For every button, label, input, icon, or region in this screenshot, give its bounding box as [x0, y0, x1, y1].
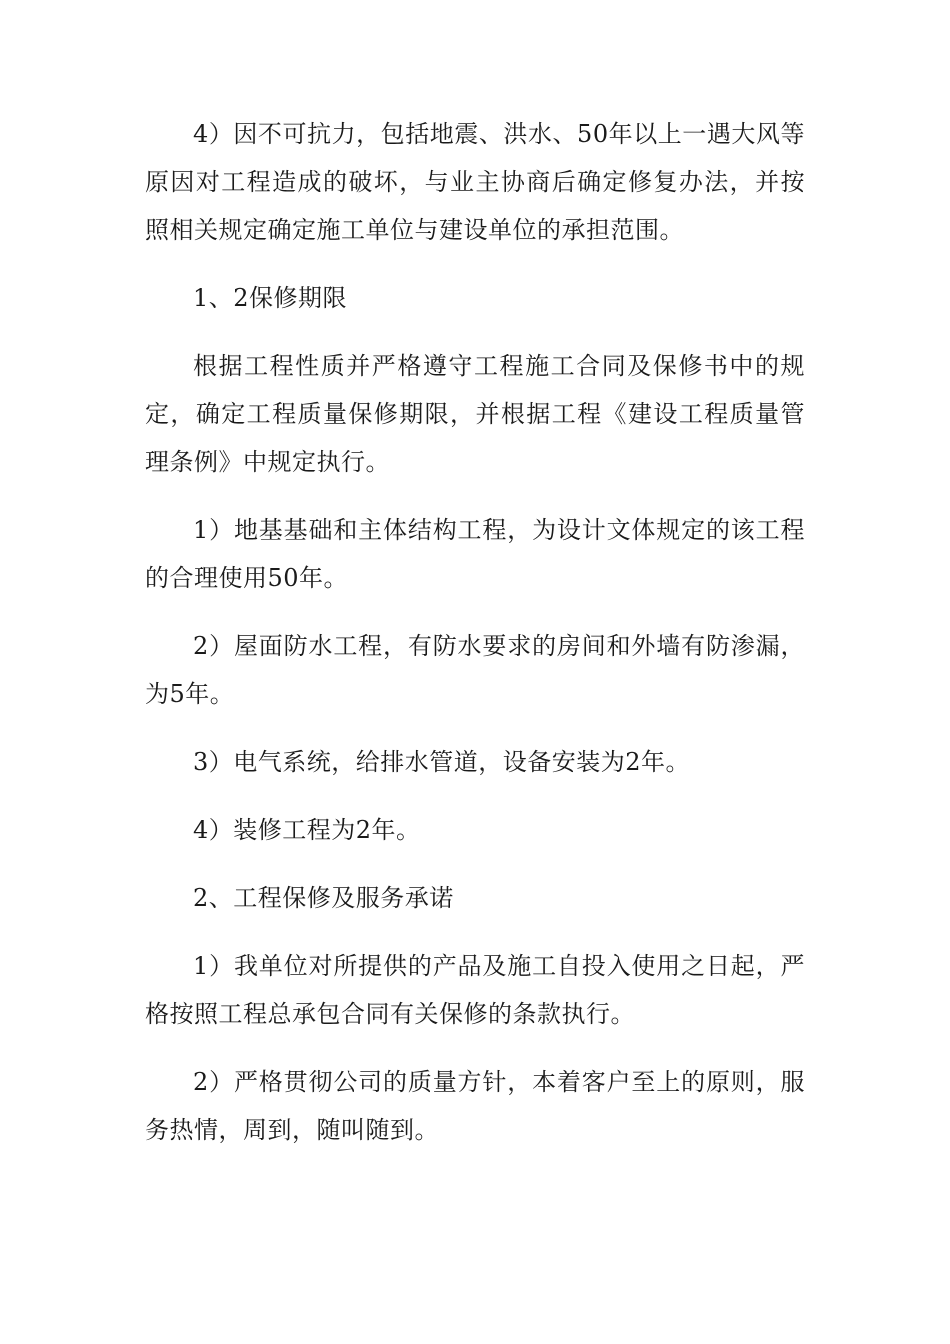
paragraph-foundation-structure: 1）地基基础和主体结构工程，为设计文体规定的该工程的合理使用50年。 — [145, 516, 805, 592]
heading-warranty-period: 1、2保修期限 — [193, 284, 348, 312]
paragraph-roof-waterproofing: 2）屋面防水工程，有防水要求的房间和外墙有防渗漏，为5年。 — [145, 632, 805, 708]
paragraph-warranty-basis: 根据工程性质并严格遵守工程施工合同及保修书中的规定，确定工程质量保修期限，并根据工程《建设工程质量管理条例》中规定执行。 — [145, 352, 805, 476]
heading-service-commitment: 2、工程保修及服务承诺 — [193, 884, 454, 912]
paragraph-force-majeure: 4）因不可抗力，包括地震、洪水、50年以上一遇大风等原因对工程造成的破坏，与业主协商后确定修复办法，并按照相关规定确定施工单位与建设单位的承担范围。 — [145, 120, 805, 244]
paragraph-electrical-plumbing: 3）电气系统，给排水管道，设备安装为2年。 — [193, 748, 691, 776]
paragraph-commitment-1: 1）我单位对所提供的产品及施工自投入使用之日起，严格按照工程总承包合同有关保修的条款执行。 — [145, 952, 805, 1028]
paragraph-decoration: 4）装修工程为2年。 — [193, 816, 421, 844]
paragraph-commitment-2: 2）严格贯彻公司的质量方针，本着客户至上的原则，服务热情，周到，随叫随到。 — [145, 1068, 805, 1144]
document-body — [145, 110, 805, 1154]
